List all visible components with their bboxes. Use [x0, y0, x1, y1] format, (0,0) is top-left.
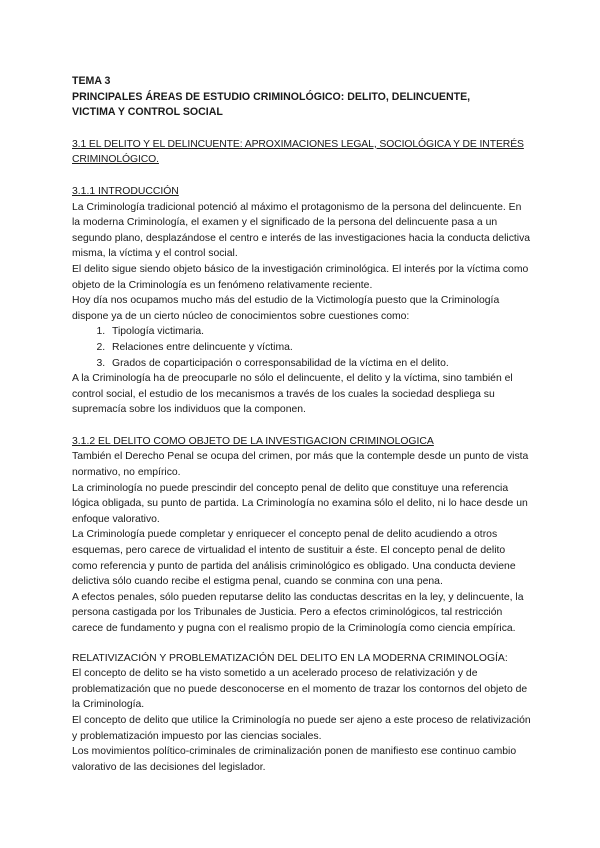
paragraph: El delito sigue siendo objeto básico de la investigación criminológica. El interés por la víctima como objeto de la Criminología es un fenómeno relativamente reciente. — [72, 263, 529, 291]
paragraph: La criminología no puede prescindir del concepto penal de delito que constituye una referencia lógica obligada, su punto de partida. La Criminología no examina sólo el delito, ni lo hace desde un enfoque valorativo. — [72, 482, 528, 525]
document-page — [72, 74, 532, 775]
section-3-1-heading: 3.1 EL DELITO Y EL DELINCUENTE: APROXIMACIONES LEGAL, SOCIOLÓGICA Y DE INTERÉS CRIMINOLÓGICO. — [72, 138, 524, 166]
section-3-1-1-heading: 3.1.1 INTRODUCCIÓN — [72, 185, 179, 197]
section-3-1-2 — [72, 434, 532, 637]
title-line-1: PRINCIPALES ÁREAS DE ESTUDIO CRIMINOLÓGICO: DELITO, DELINCUENTE, — [72, 90, 471, 103]
list-item: 1. Tipología victimaria. — [108, 324, 532, 340]
document-title — [72, 74, 532, 121]
numbered-list — [72, 324, 532, 371]
section-relativizacion — [72, 651, 532, 776]
tema-label: TEMA 3 — [72, 75, 111, 87]
paragraph: La Criminología puede completar y enriquecer el concepto penal de delito acudiendo a otros esquemas, pero carece de virtualidad el intento de sustituir a éste. El concepto penal de delito como referencia y punto de partida del análisis criminológico es obligado. Una conducta deviene delictiva sólo cuando recibe el estigma penal, cuando se conmina con una pena. — [72, 529, 516, 588]
section-3-1-2-heading: 3.1.2 EL DELITO COMO OBJETO DE LA INVESTIGACION CRIMINOLOGICA — [72, 435, 434, 447]
paragraph: A efectos penales, sólo pueden reputarse delito las conductas descritas en la ley, y delincuente, la persona castigada por los Tribunales de Justicia. Pero a efectos criminológicos, tal restricción carece de fundamento y pugna con el realismo propio de la Criminología como ciencia empírica. — [72, 591, 524, 634]
list-item: 3. Grados de coparticipación o corresponsabilidad de la víctima en el delito. — [108, 356, 532, 372]
paragraph: Hoy día nos ocupamos mucho más del estudio de la Victimología puesto que la Criminología dispone ya de un cierto núcleo de conocimientos sobre cuestiones como: — [72, 295, 500, 322]
paragraph: Los movimientos político-criminales de criminalización ponen de manifiesto ese continuo cambio valorativo de las decisiones del legislador. — [72, 746, 517, 773]
paragraph: El concepto de delito que utilice la Criminología no puede ser ajeno a este proceso de relativización y problematización impuesto por las ciencias sociales. — [72, 714, 531, 742]
paragraph: También el Derecho Penal se ocupa del crimen, por más que la contemple desde un punto de vista normativo, no empírico. — [72, 451, 529, 479]
title-line-2: VICTIMA Y CONTROL SOCIAL — [72, 106, 223, 119]
relativizacion-heading: RELATIVIZACIÓN Y PROBLEMATIZACIÓN DEL DELITO EN LA MODERNA CRIMINOLOGÍA: — [72, 652, 508, 664]
section-3-1-1 — [72, 184, 532, 418]
paragraph: A la Criminología ha de preocuparle no sólo el delincuente, el delito y la víctima, sino también el control social, el estudio de los mecanismos a través de los cuales la sociedad despliega su supremacía sobre los individuos que la componen. — [72, 373, 513, 416]
paragraph: La Criminología tradicional potenció al máximo el protagonismo de la persona del delincuente. En la moderna Criminología, el examen y el significado de la persona del delincuente pasa a un segundo plano, desplazándose el centro e interés de las investigaciones hacia la conducta delictiva misma, la víctima y el control social. — [72, 201, 531, 260]
paragraph: El concepto de delito se ha visto sometido a un acelerado proceso de relativización y de problematización que no puede desconocerse en el momento de trazar los contornos del objeto de la Criminología. — [72, 668, 528, 711]
list-item: 2. Relaciones entre delincuente y víctima. — [108, 340, 532, 356]
